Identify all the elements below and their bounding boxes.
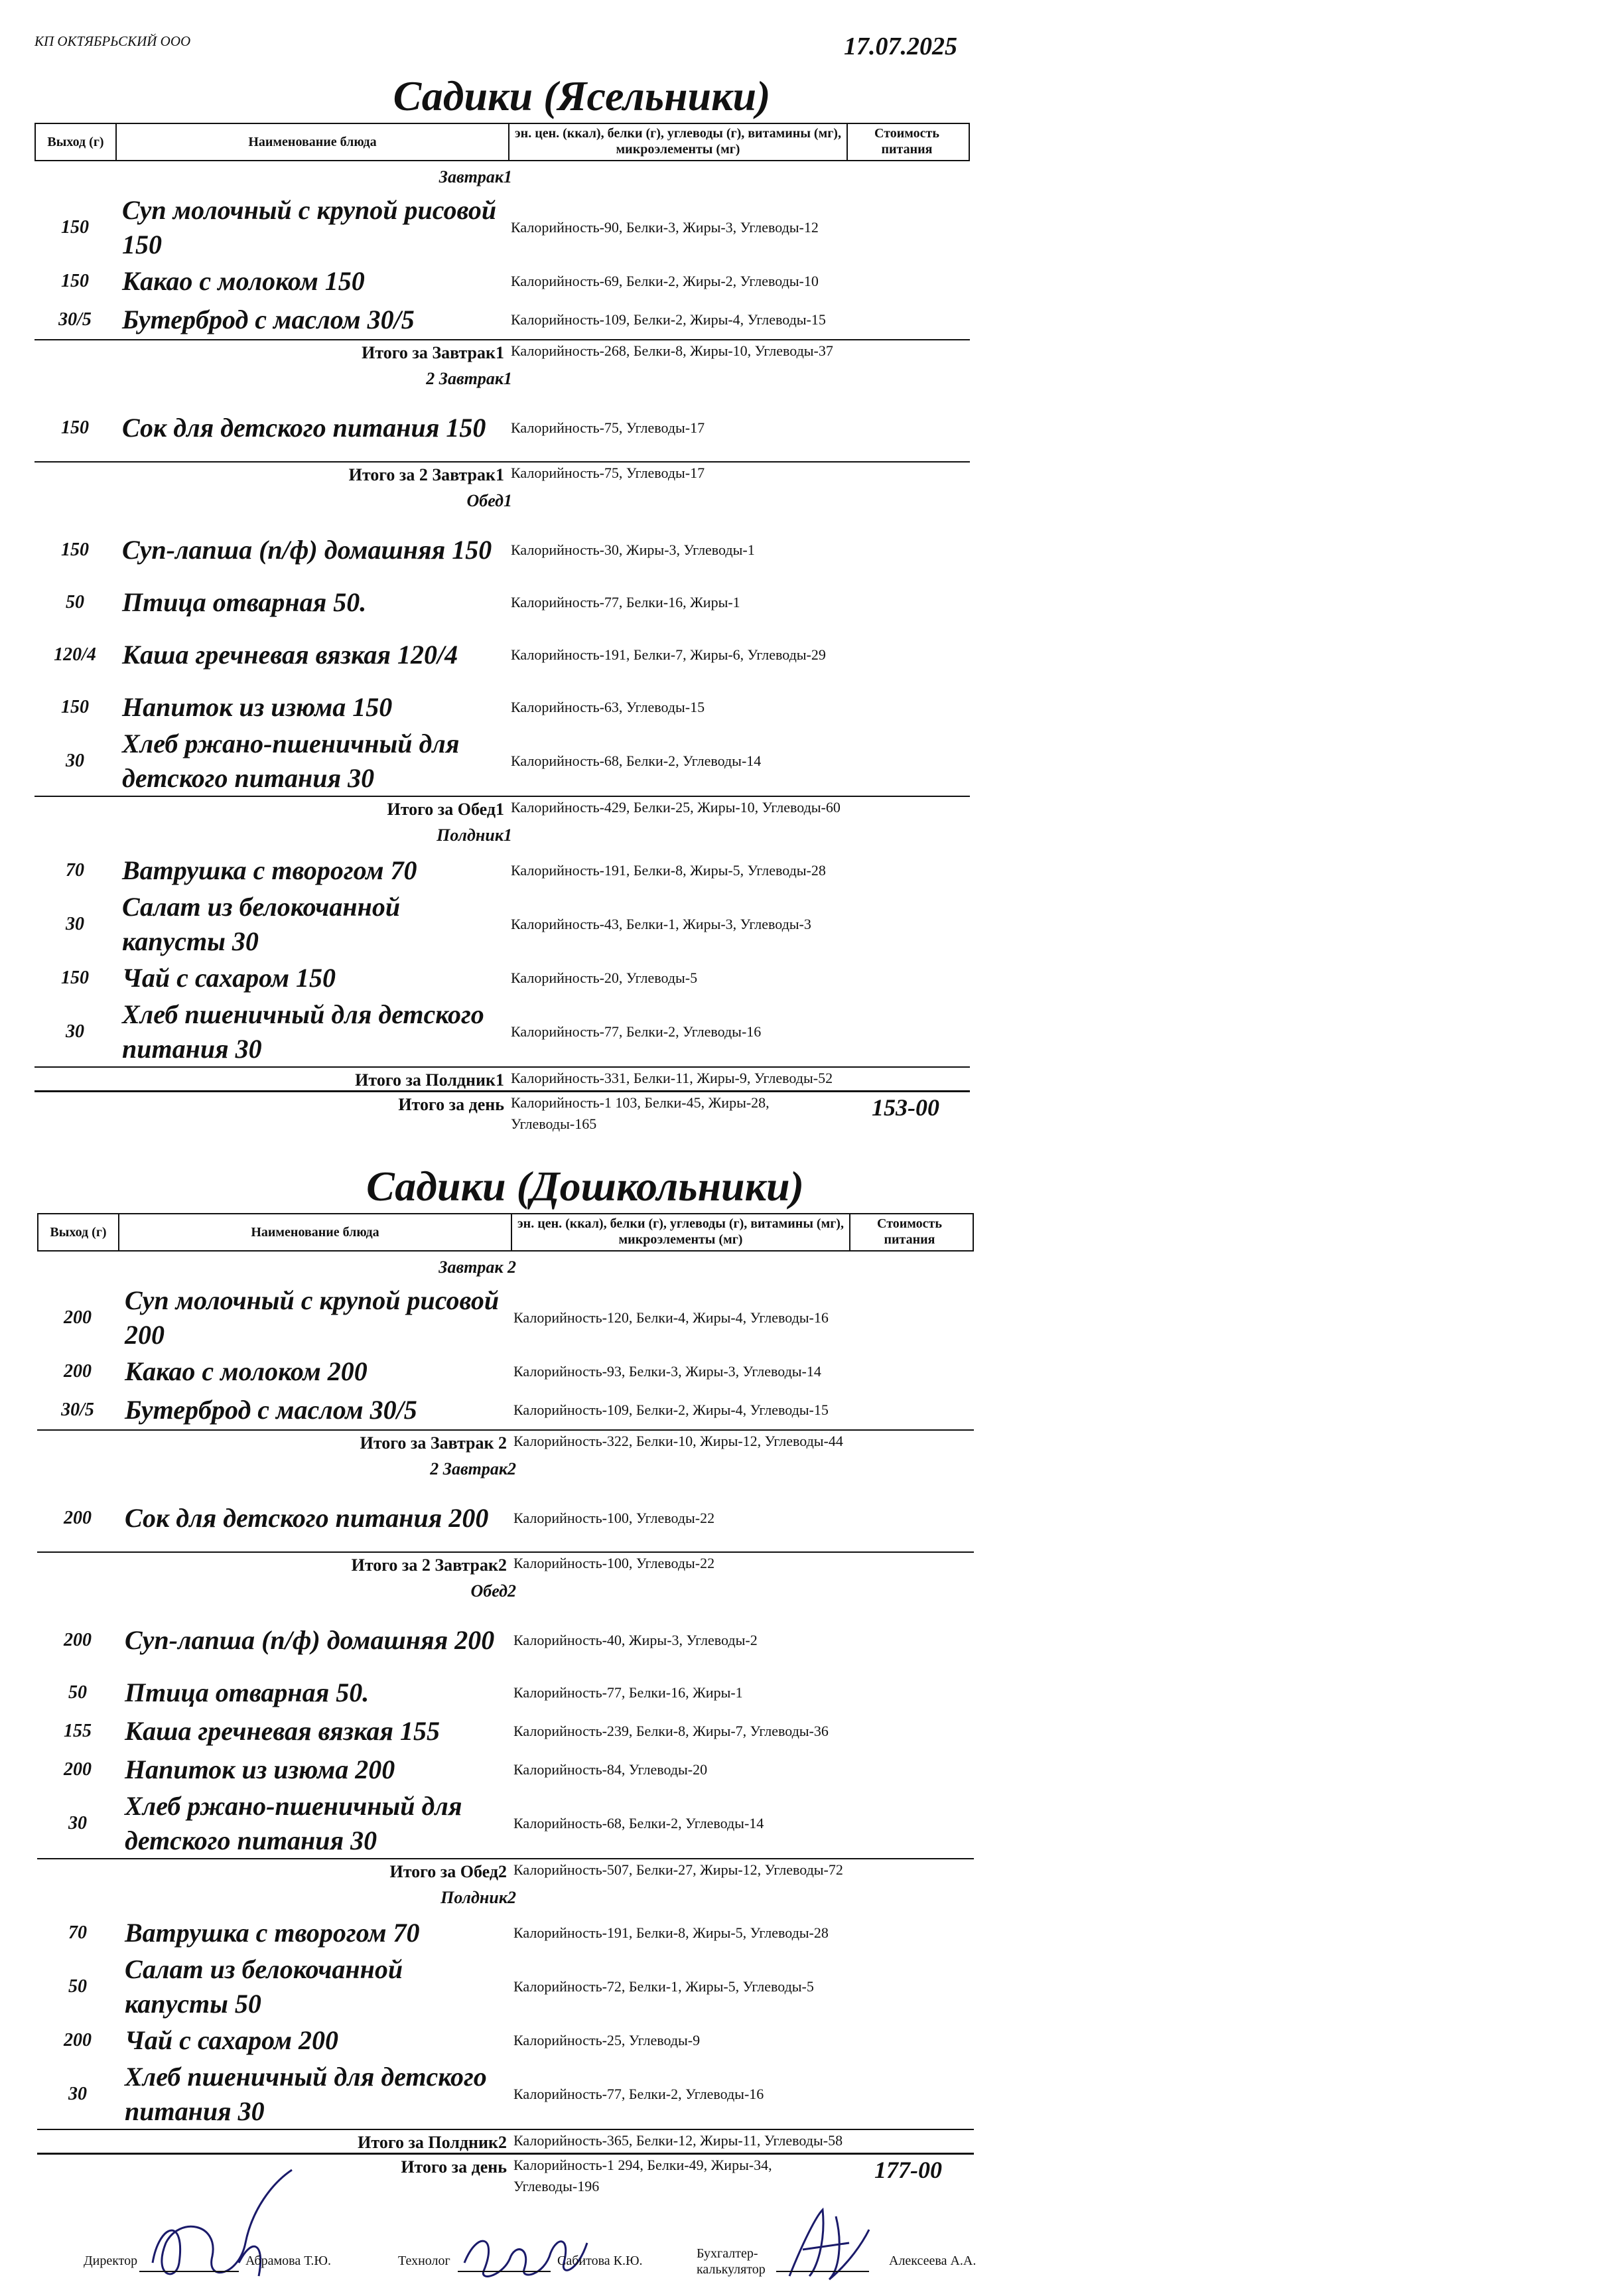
meal-total-cost [846, 463, 965, 464]
item-output: 150 [61, 539, 89, 560]
item-output: 70 [66, 860, 84, 881]
item-name: Чай с сахаром 200 [125, 2025, 338, 2055]
item-output: 200 [64, 1630, 92, 1650]
meal-total-row [34, 796, 970, 820]
meal-total-row [34, 339, 970, 363]
item-nutrition: Калорийность-84, Углеводы-20 [513, 1761, 708, 1778]
meal-total-nutrition: Калорийность-268, Белки-8, Жиры-10, Углеводы-37 [511, 342, 833, 359]
item-nutrition: Калорийность-72, Белки-1, Жиры-5, Углеводы-5 [513, 1978, 814, 1995]
item-name: Сок для детского питания 150 [122, 413, 486, 443]
menu-item-row [37, 1952, 974, 2021]
item-nutrition: Калорийность-191, Белки-7, Жиры-6, Углеводы-29 [511, 646, 826, 663]
item-name: Салат из белокочанной капусты 30 [122, 892, 401, 956]
item-nutrition: Калорийность-191, Белки-8, Жиры-5, Углеводы-28 [511, 862, 826, 879]
meal-total-cost [849, 1859, 967, 1861]
item-output: 150 [61, 217, 89, 238]
column-header-dish: Наименование блюда [117, 124, 509, 160]
item-name: Чай с сахаром 150 [122, 963, 336, 993]
item-name: Каша гречневая вязкая 120/4 [122, 640, 458, 670]
item-name: Напиток из изюма 150 [122, 692, 393, 722]
menu-item-row [37, 2060, 974, 2129]
meal-total-label: Итого за Завтрак 2 [360, 1433, 507, 1453]
meal-title [37, 1882, 974, 1914]
item-nutrition: Калорийность-109, Белки-2, Жиры-4, Углеводы-15 [511, 311, 826, 328]
item-output: 30/5 [58, 309, 92, 330]
meal-total-label: Итого за 2 Завтрак1 [348, 465, 504, 484]
meal-title-text: Завтрак1 [439, 167, 512, 186]
meal-title [34, 363, 970, 395]
item-output: 30 [68, 1813, 87, 1833]
item-nutrition: Калорийность-93, Белки-3, Жиры-3, Углеводы-14 [513, 1363, 821, 1380]
table-header [37, 1213, 974, 1252]
item-output: 30/5 [61, 1399, 94, 1420]
meal-title-text: 2 Завтрак2 [430, 1459, 516, 1478]
item-nutrition: Калорийность-90, Белки-3, Жиры-3, Углеводы-12 [511, 219, 819, 236]
item-nutrition: Калорийность-77, Белки-2, Углеводы-16 [513, 2086, 764, 2102]
item-output: 150 [61, 968, 89, 988]
item-output: 70 [68, 1922, 87, 1943]
item-nutrition: Калорийность-68, Белки-2, Углеводы-14 [511, 753, 762, 769]
menu-item-row [34, 890, 970, 959]
item-nutrition: Калорийность-77, Белки-2, Углеводы-16 [511, 1023, 762, 1040]
meal-total-cost [846, 340, 965, 342]
item-name: Бутерброд с маслом 30/5 [122, 305, 415, 334]
item-name: Салат из белокочанной капусты 50 [125, 1954, 403, 2019]
item-nutrition: Калорийность-239, Белки-8, Жиры-7, Углеводы-36 [513, 1723, 829, 1739]
menu-item-row [37, 1352, 974, 1391]
section-title: Садики (Дошкольники) [366, 1163, 804, 1210]
menu-item-row [37, 2021, 974, 2060]
item-name: Суп-лапша (п/ф) домашняя 150 [122, 535, 492, 565]
menu-item-row [37, 1789, 974, 1858]
meal-total-cost [849, 1431, 967, 1432]
column-header-output: Выход (г) [36, 124, 117, 160]
item-output: 120/4 [54, 644, 96, 665]
menu-item-row [34, 583, 970, 622]
meal-total-label: Итого за Завтрак1 [362, 343, 504, 362]
director-label: Директор [84, 2254, 138, 2268]
menu-item-row [34, 301, 970, 339]
menu-item-row [34, 997, 970, 1066]
day-total-label: Итого за день [401, 2157, 507, 2177]
item-name: Сок для детского питания 200 [125, 1503, 489, 1533]
meal-total-row [34, 461, 970, 485]
item-nutrition: Калорийность-69, Белки-2, Жиры-2, Углеводы-10 [511, 273, 819, 289]
item-nutrition: Калорийность-40, Жиры-3, Углеводы-2 [513, 1632, 758, 1648]
meal-total-cost [846, 797, 965, 798]
meal-total-cost [849, 1553, 967, 1554]
item-nutrition: Калорийность-30, Жиры-3, Углеводы-1 [511, 541, 755, 558]
item-nutrition: Калорийность-191, Белки-8, Жиры-5, Углеводы-28 [513, 1924, 829, 1941]
item-output: 200 [64, 1361, 92, 1382]
item-name: Суп молочный с крупой рисовой 150 [122, 195, 497, 259]
menu-item-row [34, 688, 970, 727]
menu-item-row [34, 262, 970, 301]
meal-title [34, 161, 970, 193]
item-output: 200 [64, 1759, 92, 1780]
meal-title-text: Обед2 [470, 1581, 516, 1601]
item-name: Ватрушка с творогом 70 [125, 1918, 420, 1948]
item-output: 200 [64, 1307, 92, 1328]
menu-item-row [34, 959, 970, 997]
menu-item-row [34, 517, 970, 583]
item-name: Суп-лапша (п/ф) домашняя 200 [125, 1625, 495, 1655]
technologist-sign-line [458, 2271, 551, 2272]
item-output: 30 [66, 914, 84, 934]
menu-item-row [37, 1674, 974, 1712]
day-total-nutrition: Калорийность-1 103, Белки-45, Жиры-28, Углеводы-165 [511, 1094, 770, 1132]
item-output: 50 [68, 1682, 87, 1703]
menu-item-row [37, 1914, 974, 1952]
director-sign-line [139, 2271, 239, 2272]
director-signature [139, 2163, 312, 2296]
meal-total-label: Итого за 2 Завтрак2 [351, 1555, 507, 1575]
meal-title [37, 1453, 974, 1485]
menu-item-row [34, 395, 970, 461]
menu-item-row [34, 727, 970, 796]
item-output: 200 [64, 2030, 92, 2050]
day-total-cost: 153-00 [872, 1094, 939, 1121]
item-output: 155 [64, 1721, 92, 1741]
menu-item-row [37, 1391, 974, 1429]
item-output: 200 [64, 1508, 92, 1528]
meal-total-row [37, 1858, 974, 1882]
meal-total-label: Итого за Полдник2 [358, 2133, 507, 2152]
item-nutrition: Калорийность-63, Углеводы-15 [511, 699, 705, 715]
meal-title-text: 2 Завтрак1 [426, 369, 512, 388]
item-nutrition: Калорийность-75, Углеводы-17 [511, 419, 705, 436]
day-total-label: Итого за день [398, 1095, 504, 1114]
day-total-cost: 177-00 [874, 2157, 942, 2183]
meal-title [34, 820, 970, 851]
item-output: 150 [61, 697, 89, 717]
item-name: Какао с молоком 150 [122, 266, 365, 296]
item-output: 150 [61, 417, 89, 438]
menu-date: 17.07.2025 [844, 33, 957, 60]
item-output: 30 [66, 751, 84, 771]
meal-title-text: Полдник2 [440, 1888, 516, 1907]
item-name: Хлеб ржано-пшеничный для детского питания 30 [122, 729, 460, 793]
item-nutrition: Калорийность-68, Белки-2, Углеводы-14 [513, 1815, 764, 1831]
item-name: Ватрушка с творогом 70 [122, 855, 417, 885]
item-name: Суп молочный с крупой рисовой 200 [125, 1285, 500, 1350]
accountant-label: Бухгалтер-калькулятор [697, 2246, 766, 2277]
item-nutrition: Калорийность-25, Углеводы-9 [513, 2032, 701, 2048]
column-header-output: Выход (г) [38, 1214, 119, 1250]
meal-total-row [37, 1551, 974, 1575]
day-total-nutrition: Калорийность-1 294, Белки-49, Жиры-34, Углеводы-196 [513, 2157, 772, 2194]
meal-title-text: Полдник1 [437, 825, 512, 845]
menu-item-row [37, 1712, 974, 1751]
accountant-sign-line [776, 2271, 869, 2272]
menu-item-row [34, 851, 970, 890]
meal-total-nutrition: Калорийность-322, Белки-10, Жиры-12, Углеводы-44 [513, 1433, 843, 1449]
table-header [34, 123, 970, 161]
meal-title-text: Завтрак 2 [439, 1257, 516, 1277]
item-nutrition: Калорийность-43, Белки-1, Жиры-3, Углеводы-3 [511, 916, 811, 932]
item-name: Напиток из изюма 200 [125, 1755, 395, 1784]
accountant-name: Алексеева А.А. [889, 2254, 977, 2268]
menu-item-row [37, 1751, 974, 1789]
menu-item-row [37, 1283, 974, 1352]
organization-name: КП ОКТЯБРЬСКИЙ ООО [34, 33, 191, 49]
item-output: 150 [61, 271, 89, 291]
item-output: 30 [68, 2084, 87, 2104]
technologist-label: Технолог [398, 2254, 450, 2268]
section-title: Садики (Ясельники) [393, 72, 771, 119]
meal-total-label: Итого за Обед2 [389, 1862, 507, 1881]
section-nursery [34, 70, 970, 1135]
meal-total-nutrition: Калорийность-429, Белки-25, Жиры-10, Углеводы-60 [511, 799, 841, 816]
day-total-row [34, 1090, 970, 1135]
column-header-dish: Наименование блюда [119, 1214, 512, 1250]
meal-total-nutrition: Калорийность-100, Углеводы-22 [513, 1555, 715, 1571]
meal-total-cost [849, 2130, 967, 2131]
menu-item-row [34, 622, 970, 688]
signature-footer [40, 2243, 1035, 2289]
meal-total-label: Итого за Обед1 [387, 800, 504, 819]
meal-total-nutrition: Калорийность-75, Углеводы-17 [511, 465, 705, 481]
menu-item-row [37, 1607, 974, 1674]
meal-title [37, 1575, 974, 1607]
meal-total-label: Итого за Полдник1 [355, 1070, 504, 1090]
meal-title-text: Обед1 [466, 491, 512, 510]
meal-total-cost [846, 1068, 965, 1069]
item-name: Какао с молоком 200 [125, 1356, 368, 1386]
column-header-cost: Стоимость питания [874, 126, 939, 157]
column-header-nutrition: эн. цен. (ккал), белки (г), углеводы (г), витамины (мг), микроэлементы (мг) [512, 1214, 850, 1250]
meal-title [37, 1252, 974, 1283]
item-nutrition: Калорийность-20, Углеводы-5 [511, 969, 698, 986]
meal-title [34, 485, 970, 517]
meal-total-nutrition: Калорийность-507, Белки-27, Жиры-12, Углеводы-72 [513, 1861, 843, 1878]
column-header-cost: Стоимость питания [877, 1216, 942, 1247]
meal-total-nutrition: Калорийность-365, Белки-12, Жиры-11, Углеводы-58 [513, 2132, 843, 2149]
item-name: Птица отварная 50. [122, 587, 367, 617]
item-nutrition: Калорийность-77, Белки-16, Жиры-1 [513, 1684, 743, 1701]
meal-total-row [37, 2129, 974, 2153]
item-name: Хлеб пшеничный для детского питания 30 [125, 2062, 487, 2126]
item-output: 30 [66, 1021, 84, 1042]
item-nutrition: Калорийность-109, Белки-2, Жиры-4, Углеводы-15 [513, 1401, 829, 1418]
item-name: Каша гречневая вязкая 155 [125, 1716, 440, 1746]
item-name: Бутерброд с маслом 30/5 [125, 1395, 417, 1425]
technologist-name: Сабитова К.Ю. [557, 2254, 643, 2268]
director-name: Абрамова Т.Ю. [245, 2254, 331, 2268]
item-output: 50 [66, 592, 84, 612]
technologist-signature [458, 2216, 590, 2289]
item-nutrition: Калорийность-77, Белки-16, Жиры-1 [511, 594, 740, 610]
section-preschool [37, 1160, 974, 2197]
menu-item-row [34, 193, 970, 262]
item-name: Птица отварная 50. [125, 1678, 370, 1707]
meal-total-row [34, 1066, 970, 1090]
item-output: 50 [68, 1976, 87, 1997]
menu-item-row [37, 1485, 974, 1551]
column-header-nutrition: эн. цен. (ккал), белки (г), углеводы (г), витамины (мг), микроэлементы (мг) [509, 124, 848, 160]
item-name: Хлеб пшеничный для детского питания 30 [122, 999, 484, 1064]
accountant-signature [776, 2203, 882, 2289]
meal-total-nutrition: Калорийность-331, Белки-11, Жиры-9, Углеводы-52 [511, 1070, 833, 1086]
item-nutrition: Калорийность-100, Углеводы-22 [513, 1510, 715, 1526]
meal-total-row [37, 1429, 974, 1453]
item-name: Хлеб ржано-пшеничный для детского питания 30 [125, 1791, 462, 1855]
item-nutrition: Калорийность-120, Белки-4, Жиры-4, Углеводы-16 [513, 1309, 829, 1326]
